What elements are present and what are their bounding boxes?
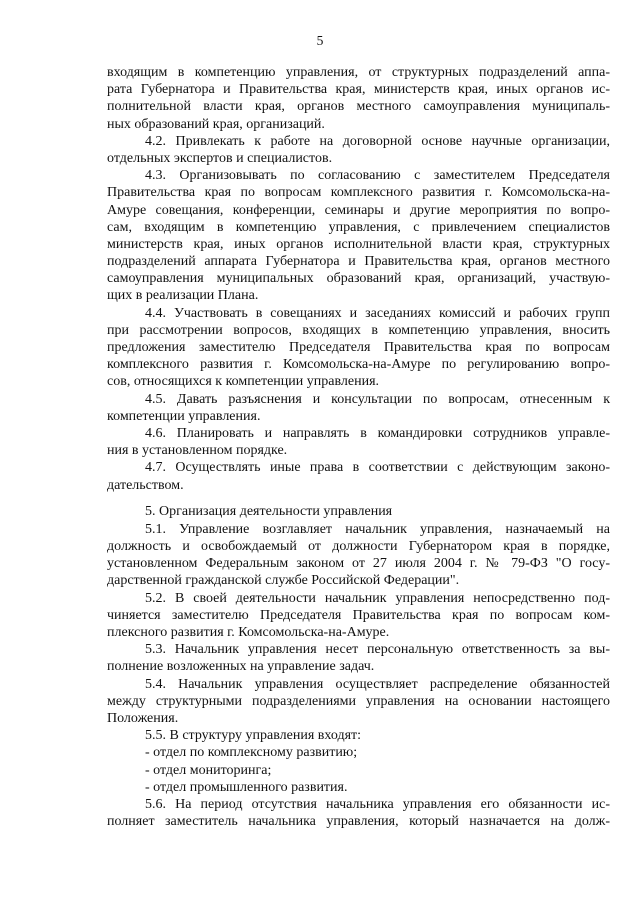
text-line: сов, относящихся к компетенции управления. [107,374,380,390]
text-line: сам, входящим в компетенцию управления, с привлечением специалистов [107,219,610,235]
text-line: компетенции управления. [107,408,261,424]
section-heading: 5. Организация деятельности управления [145,503,393,519]
text-line: при рассмотрении вопросов, входящих в компетенцию управления, вносить [107,322,610,338]
text-line: 5.6. На период отсутствия начальника управления его обязанности ис- [145,796,610,812]
text-line: полнительной власти края, органов местного самоуправления муниципаль- [107,99,610,115]
text-line: 5.2. В своей деятельности начальник управления непосредственно под- [145,590,610,606]
text-line: 4.7. Осуществлять иные права в соответствии с действующим законо- [145,460,610,476]
text-line: предложения заместителю Председателя Правительства края по вопросам [107,340,610,355]
text-line: входящим в компетенцию управления, от структурных подразделений аппа- [107,65,610,80]
text-line: ния в установленном порядке. [107,443,288,459]
text-line: должность и освобождаемый от должности Губернатором края в порядке, [107,539,610,555]
text-line: 5.4. Начальник управления осуществляет распределение обязанностей [145,676,610,692]
text-line: плексного развития г. Комсомольска-на-Амуре. [107,625,390,640]
text-line: чиняется заместителю Председателя Правительства края по вопросам ком- [107,607,610,623]
text-line: подразделений аппарата Губернатора и Правительства края, органов местного [107,254,610,270]
text-line: полнение возложенных на управление задач. [107,659,375,675]
text-line: 5.1. Управление возглавляет начальник управления, назначаемый на [145,521,610,537]
text-line: 5.5. В структуру управления входят: [145,728,362,744]
text-line: установленном Федеральным законом от 27 июля 2004 г. № 79-ФЗ "О госу- [107,556,610,572]
text-line: Правительства края по вопросам комплексного развития г. Комсомольска-на- [107,185,610,201]
text-line: 4.6. Планировать и направлять в командировки сотрудников управле- [145,425,610,441]
text-line: щих в реализации Плана. [107,288,259,304]
text-line: рата Губернатора и Правительства края, министерств края, иных органов ис- [107,82,610,98]
text-line: - отдел мониторинга; [145,762,272,778]
text-line: 4.4. Участвовать в совещаниях и заседаниях комиссий и рабочих групп [145,305,610,321]
text-line: 4.2. Привлекать к работе на договорной основе научные организации, [145,133,610,149]
text-line: между структурными подразделениями управления на основании настоящего [107,693,610,709]
text-line: дательством. [107,477,184,493]
text-line: дарственной гражданской службе Российской Федерации". [107,573,460,589]
text-line: полняет заместитель начальника управления, который назначается на долж- [107,814,610,830]
text-line: 4.5. Давать разъяснения и консультации по вопросам, отнесенным к [145,391,610,407]
text-line: 5.3. Начальник управления несет персональную ответственность за вы- [145,642,610,658]
body-text [107,64,610,830]
text-line: комплексного развития г. Комсомольска-на-Амуре по регулированию вопро- [107,357,610,373]
text-line: отдельных экспертов и специалистов. [107,150,333,166]
text-line: - отдел промышленного развития. [145,779,348,795]
text-line: Амуре совещания, конференции, семинары и другие мероприятия по вопро- [107,202,610,218]
page-number: 5 [316,33,324,48]
text-line: - отдел по комплексному развитию; [145,745,358,761]
text-line: Положения. [107,710,179,726]
text-line: ных образований края, организаций. [107,116,325,132]
text-line: 4.3. Организовывать по согласованию с заместителем Председателя [145,168,610,184]
text-line: министерств края, иных органов исполнительной власти края, структурных [107,236,610,252]
text-line: самоуправления муниципальных образований края, организаций, участвую- [107,271,610,287]
